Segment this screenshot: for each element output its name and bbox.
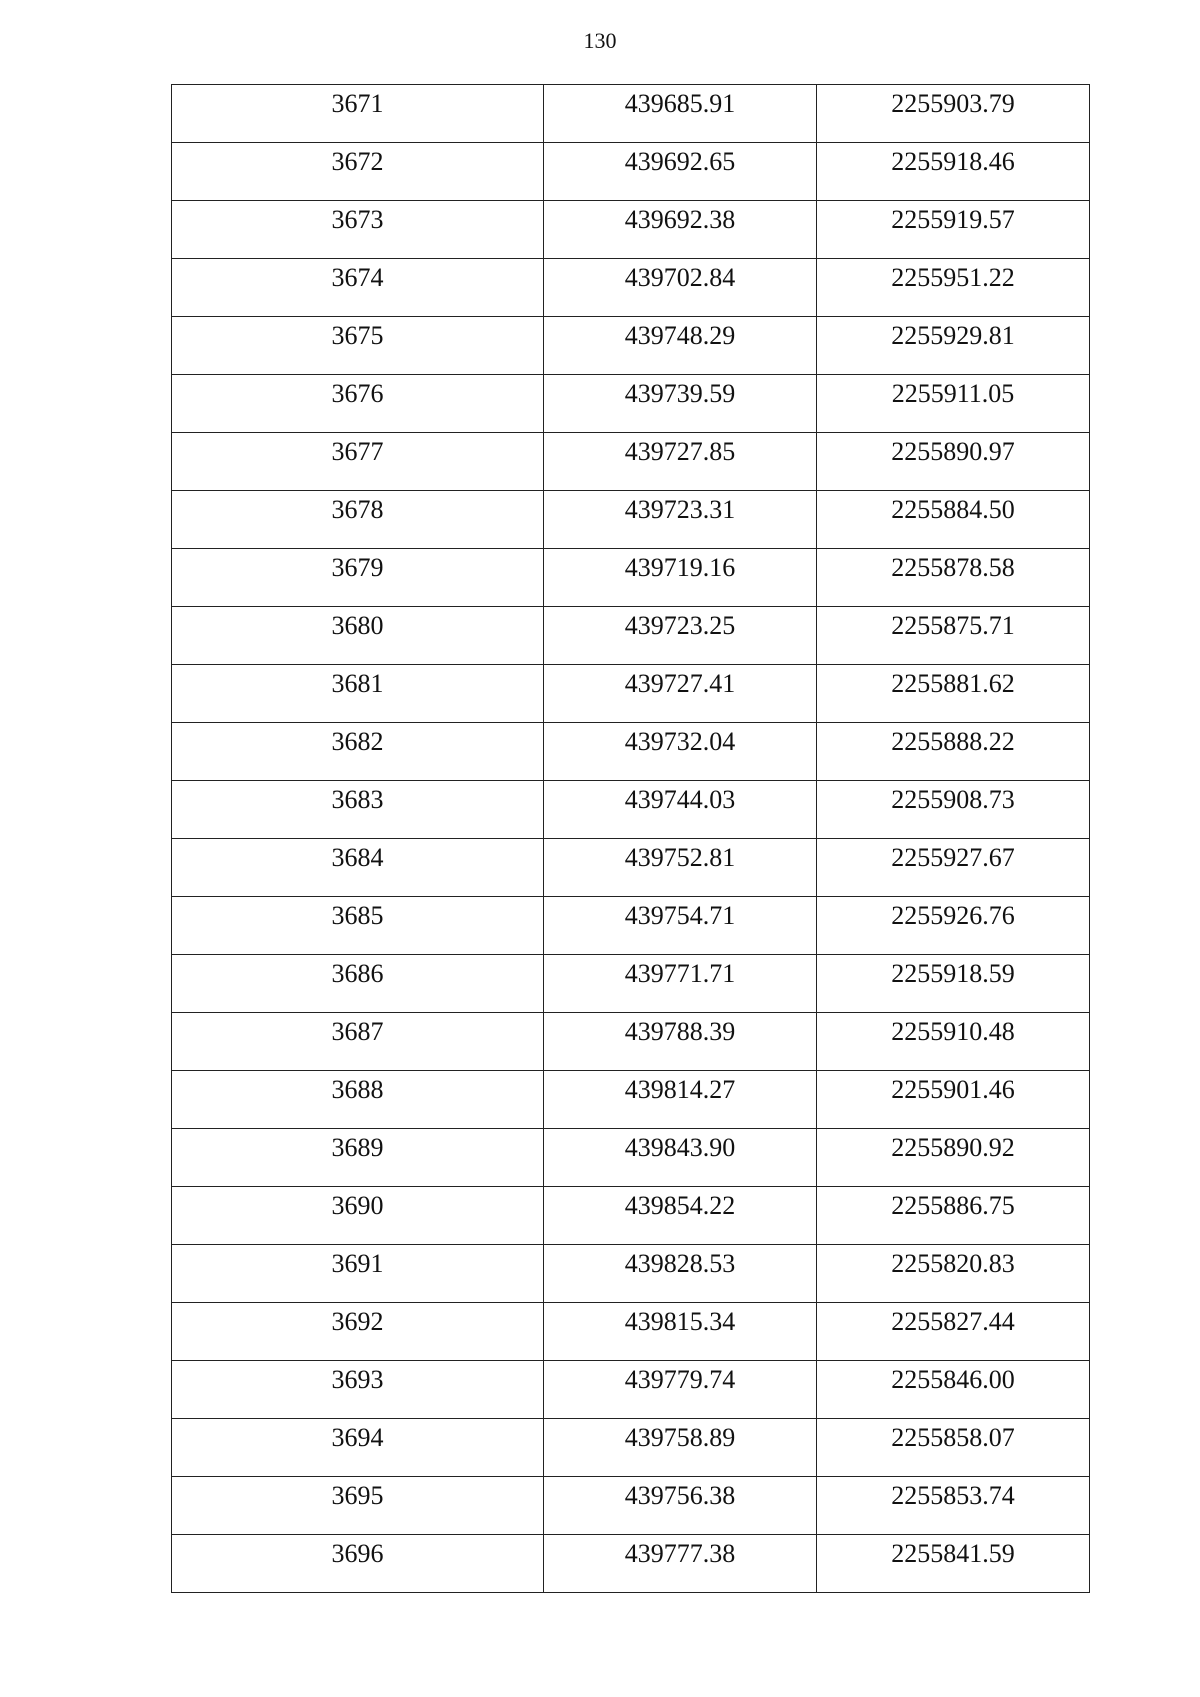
y-coordinate-cell: 2255881.62 <box>817 665 1090 723</box>
table-row <box>172 491 1090 549</box>
point-number-cell: 3680 <box>172 607 544 665</box>
x-coordinate-cell: 439727.85 <box>544 433 817 491</box>
point-number-cell: 3696 <box>172 1535 544 1593</box>
point-number-cell: 3689 <box>172 1129 544 1187</box>
table-row <box>172 1187 1090 1245</box>
y-coordinate-cell: 2255878.58 <box>817 549 1090 607</box>
table-row <box>172 1361 1090 1419</box>
point-number-cell: 3681 <box>172 665 544 723</box>
table-row <box>172 723 1090 781</box>
x-coordinate-cell: 439754.71 <box>544 897 817 955</box>
table-row <box>172 85 1090 143</box>
y-coordinate-cell: 2255846.00 <box>817 1361 1090 1419</box>
table-row <box>172 259 1090 317</box>
x-coordinate-cell: 439777.38 <box>544 1535 817 1593</box>
point-number-cell: 3676 <box>172 375 544 433</box>
y-coordinate-cell: 2255929.81 <box>817 317 1090 375</box>
point-number-cell: 3694 <box>172 1419 544 1477</box>
y-coordinate-cell: 2255884.50 <box>817 491 1090 549</box>
x-coordinate-cell: 439744.03 <box>544 781 817 839</box>
y-coordinate-cell: 2255841.59 <box>817 1535 1090 1593</box>
y-coordinate-cell: 2255951.22 <box>817 259 1090 317</box>
point-number-cell: 3687 <box>172 1013 544 1071</box>
x-coordinate-cell: 439758.89 <box>544 1419 817 1477</box>
table-row <box>172 665 1090 723</box>
point-number-cell: 3679 <box>172 549 544 607</box>
point-number-cell: 3690 <box>172 1187 544 1245</box>
table-row <box>172 549 1090 607</box>
x-coordinate-cell: 439843.90 <box>544 1129 817 1187</box>
table-row <box>172 317 1090 375</box>
x-coordinate-cell: 439719.16 <box>544 549 817 607</box>
y-coordinate-cell: 2255911.05 <box>817 375 1090 433</box>
table-body <box>172 85 1090 1593</box>
y-coordinate-cell: 2255918.59 <box>817 955 1090 1013</box>
y-coordinate-cell: 2255890.97 <box>817 433 1090 491</box>
table-row <box>172 143 1090 201</box>
table-row <box>172 1535 1090 1593</box>
x-coordinate-cell: 439756.38 <box>544 1477 817 1535</box>
point-number-cell: 3684 <box>172 839 544 897</box>
point-number-cell: 3691 <box>172 1245 544 1303</box>
point-number-cell: 3671 <box>172 85 544 143</box>
y-coordinate-cell: 2255927.67 <box>817 839 1090 897</box>
table-row <box>172 1071 1090 1129</box>
y-coordinate-cell: 2255908.73 <box>817 781 1090 839</box>
point-number-cell: 3673 <box>172 201 544 259</box>
x-coordinate-cell: 439779.74 <box>544 1361 817 1419</box>
y-coordinate-cell: 2255926.76 <box>817 897 1090 955</box>
x-coordinate-cell: 439702.84 <box>544 259 817 317</box>
x-coordinate-cell: 439723.31 <box>544 491 817 549</box>
y-coordinate-cell: 2255858.07 <box>817 1419 1090 1477</box>
table-row <box>172 1245 1090 1303</box>
x-coordinate-cell: 439828.53 <box>544 1245 817 1303</box>
x-coordinate-cell: 439723.25 <box>544 607 817 665</box>
point-number-cell: 3672 <box>172 143 544 201</box>
point-number-cell: 3683 <box>172 781 544 839</box>
table-row <box>172 201 1090 259</box>
point-number-cell: 3678 <box>172 491 544 549</box>
point-number-cell: 3695 <box>172 1477 544 1535</box>
table-row <box>172 955 1090 1013</box>
x-coordinate-cell: 439685.91 <box>544 85 817 143</box>
y-coordinate-cell: 2255820.83 <box>817 1245 1090 1303</box>
table-row <box>172 607 1090 665</box>
y-coordinate-cell: 2255910.48 <box>817 1013 1090 1071</box>
point-number-cell: 3688 <box>172 1071 544 1129</box>
y-coordinate-cell: 2255853.74 <box>817 1477 1090 1535</box>
y-coordinate-cell: 2255918.46 <box>817 143 1090 201</box>
table-row <box>172 897 1090 955</box>
point-number-cell: 3686 <box>172 955 544 1013</box>
table-row <box>172 1013 1090 1071</box>
table-row <box>172 1477 1090 1535</box>
x-coordinate-cell: 439771.71 <box>544 955 817 1013</box>
x-coordinate-cell: 439692.65 <box>544 143 817 201</box>
point-number-cell: 3677 <box>172 433 544 491</box>
point-number-cell: 3685 <box>172 897 544 955</box>
x-coordinate-cell: 439752.81 <box>544 839 817 897</box>
table-row <box>172 839 1090 897</box>
y-coordinate-cell: 2255919.57 <box>817 201 1090 259</box>
x-coordinate-cell: 439748.29 <box>544 317 817 375</box>
x-coordinate-cell: 439692.38 <box>544 201 817 259</box>
y-coordinate-cell: 2255903.79 <box>817 85 1090 143</box>
point-number-cell: 3675 <box>172 317 544 375</box>
table-row <box>172 1303 1090 1361</box>
y-coordinate-cell: 2255890.92 <box>817 1129 1090 1187</box>
table-row <box>172 375 1090 433</box>
x-coordinate-cell: 439854.22 <box>544 1187 817 1245</box>
y-coordinate-cell: 2255827.44 <box>817 1303 1090 1361</box>
x-coordinate-cell: 439739.59 <box>544 375 817 433</box>
y-coordinate-cell: 2255875.71 <box>817 607 1090 665</box>
x-coordinate-cell: 439732.04 <box>544 723 817 781</box>
table-row <box>172 1419 1090 1477</box>
table-row <box>172 781 1090 839</box>
y-coordinate-cell: 2255888.22 <box>817 723 1090 781</box>
page-number: 130 <box>583 28 617 53</box>
point-number-cell: 3692 <box>172 1303 544 1361</box>
x-coordinate-cell: 439814.27 <box>544 1071 817 1129</box>
y-coordinate-cell: 2255886.75 <box>817 1187 1090 1245</box>
point-number-cell: 3693 <box>172 1361 544 1419</box>
table-row <box>172 433 1090 491</box>
table-row <box>172 1129 1090 1187</box>
x-coordinate-cell: 439727.41 <box>544 665 817 723</box>
coordinates-table <box>171 84 1090 1593</box>
point-number-cell: 3674 <box>172 259 544 317</box>
y-coordinate-cell: 2255901.46 <box>817 1071 1090 1129</box>
x-coordinate-cell: 439815.34 <box>544 1303 817 1361</box>
x-coordinate-cell: 439788.39 <box>544 1013 817 1071</box>
point-number-cell: 3682 <box>172 723 544 781</box>
